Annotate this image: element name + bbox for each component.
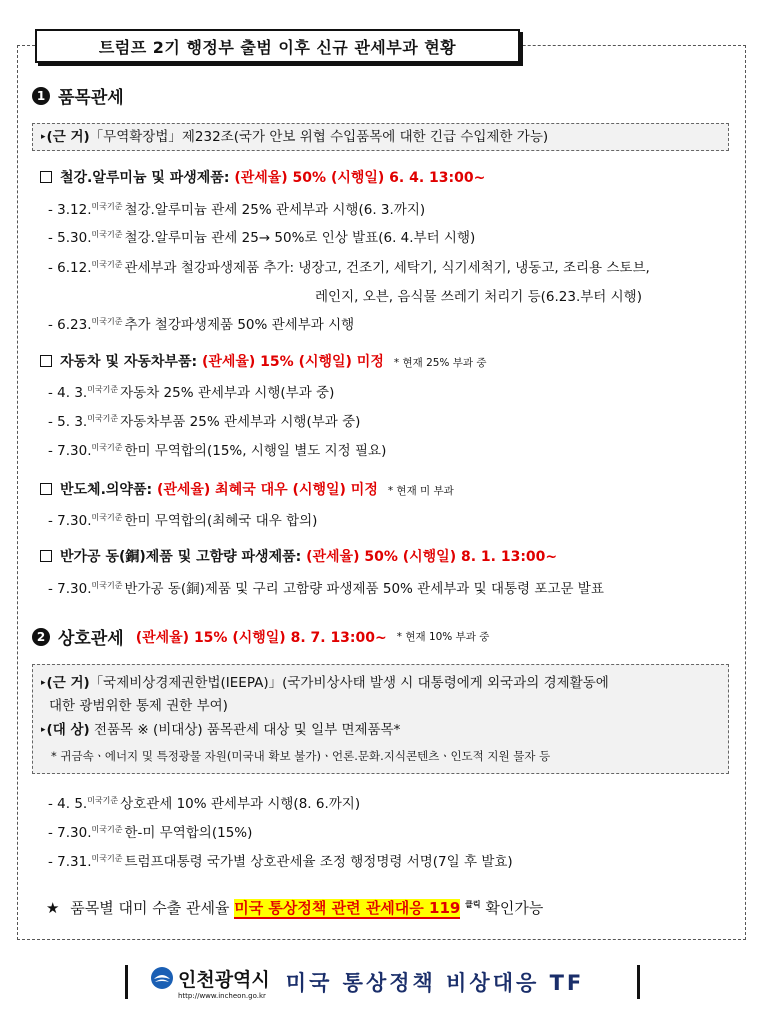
tariff-119-link[interactable]: 미국 통상정책 관련 관세대응 119 — [234, 899, 461, 917]
triangle-bullet-icon: ▸ — [41, 132, 46, 142]
list-item — [48, 226, 475, 246]
row-sup: 미국기준 — [91, 229, 123, 239]
item-status: (관세율) 15% (시행일) 미정 — [201, 354, 384, 370]
list-item — [48, 850, 513, 870]
row-sup: 미국기준 — [91, 316, 123, 326]
footer-right-bar — [637, 965, 640, 999]
section1-basis-box — [32, 123, 729, 151]
row-text: 추가 철강파생제품 50% 관세부과 시행 — [124, 317, 355, 333]
target-label: (대 상) — [46, 722, 90, 738]
row-text: 트럼프대통령 국가별 상호관세율 조정 행정명령 서명(7일 후 발효) — [124, 854, 513, 870]
row-text: 철강.알루미늄 관세 25→ 50%로 인상 발표(6. 4.부터 시행) — [124, 230, 476, 246]
row-text: 철강.알루미늄 관세 25% 관세부과 시행(6. 3.까지) — [124, 202, 426, 218]
target-note: * 귀금속ㆍ에너지 및 특정광물 자원(미국내 확보 불가)ㆍ언론.문화.지식콘텐츠ㆍ인도적 지원 물자 등 — [51, 749, 551, 763]
row-date: - 7.31. — [48, 854, 92, 870]
item-name: 철강.알루미늄 및 파생제품: — [60, 170, 230, 186]
section1-heading — [32, 83, 124, 108]
row-date: - 7.30. — [48, 581, 92, 597]
item-steel-heading — [40, 167, 485, 187]
footer-title: 미국 통상정책 비상대응 TF — [285, 971, 585, 995]
item-name: 자동차 및 자동차부품: — [60, 354, 198, 370]
row-date: - 7.30. — [48, 825, 92, 841]
row-sup: 미국기준 — [91, 853, 123, 863]
section1-number: 1 — [32, 87, 50, 105]
item-semiconductor-heading — [40, 479, 454, 499]
square-bullet-icon — [40, 483, 52, 495]
list-item — [48, 256, 650, 276]
triangle-bullet-icon: ▸ — [41, 725, 46, 735]
square-bullet-icon — [40, 550, 52, 562]
row-sup: 미국기준 — [91, 201, 123, 211]
row-date: - 5. 3. — [48, 414, 88, 430]
section2-basis-box — [32, 664, 729, 774]
row-sup: 미국기준 — [87, 384, 119, 394]
list-item — [48, 439, 386, 459]
list-item — [48, 198, 425, 218]
footnote-suffix: 확인가능 — [485, 899, 544, 917]
basis-label: (근 거) — [46, 129, 90, 145]
row-text: 자동차 25% 관세부과 시행(부과 중) — [120, 385, 335, 401]
footnote-prefix: 품목별 대미 수출 관세율 — [70, 899, 230, 917]
list-item-continued — [315, 285, 642, 305]
section2-number: 2 — [32, 628, 50, 646]
item-status: (관세율) 50% (시행일) 6. 4. 13:00~ — [234, 170, 486, 186]
section2-title: 상호관세 — [58, 629, 124, 649]
list-item — [48, 577, 604, 597]
item-name: 반가공 동(銅)제품 및 고함량 파생제품: — [60, 549, 302, 565]
row-date: - 6.12. — [48, 260, 92, 276]
page-title-text: 트럼프 2기 행정부 출범 이후 신규 관세부과 현황 — [98, 37, 457, 57]
row-text: 자동차부품 25% 관세부과 시행(부과 중) — [120, 414, 361, 430]
footer-left-bar — [125, 965, 128, 999]
item-auto-heading — [40, 351, 487, 371]
section2-heading — [32, 624, 489, 649]
item-copper-heading — [40, 546, 557, 566]
row-date: - 4. 5. — [48, 796, 88, 812]
square-bullet-icon — [40, 171, 52, 183]
row-text: 상호관세 10% 관세부과 시행(8. 6.까지) — [120, 796, 361, 812]
page-title — [35, 29, 520, 63]
row-text: 한미 무역합의(15%, 시행일 별도 지정 필요) — [124, 443, 387, 459]
list-item — [48, 821, 252, 841]
item-note: * 현재 미 부과 — [387, 485, 454, 497]
row-text: 한미 무역합의(최혜국 대우 합의) — [124, 513, 318, 529]
click-label[interactable]: 클릭 — [465, 900, 481, 909]
row-sup: 미국기준 — [91, 824, 123, 834]
logo-url: http://www.incheon.go.kr — [178, 991, 266, 1000]
row-sup: 미국기준 — [91, 442, 123, 452]
row-date: - 6.23. — [48, 317, 92, 333]
row-date: - 4. 3. — [48, 385, 88, 401]
row-sup: 미국기준 — [87, 413, 119, 423]
basis-text: 「무역확장법」제232조(국가 안보 위협 수입품목에 대한 긴급 수입제한 가능) — [89, 129, 549, 145]
basis-text-continued: 대한 광범위한 통제 권한 부여) — [49, 698, 228, 714]
section2-note: * 현재 10% 부과 중 — [396, 631, 490, 643]
row-text: 레인지, 오븐, 음식물 쓰레기 처리기 등(6.23.부터 시행) — [315, 289, 642, 305]
item-status: (관세율) 50% (시행일) 8. 1. 13:00~ — [306, 549, 558, 565]
list-item — [48, 509, 317, 529]
list-item — [48, 381, 334, 401]
logo-text: 인천광역시 — [178, 968, 270, 991]
target-text: 전품목 ※ (비대상) 품목관세 대상 및 일부 면제품목* — [93, 722, 401, 738]
row-sup: 미국기준 — [91, 259, 123, 269]
row-sup: 미국기준 — [87, 795, 119, 805]
footer — [125, 963, 640, 1001]
basis-text: 「국제비상경제권한법(IEEPA)」(국가비상사태 발생 시 대통령에게 외국과의 경제활동에 — [89, 675, 609, 691]
row-date: - 3.12. — [48, 202, 92, 218]
list-item — [48, 313, 354, 333]
square-bullet-icon — [40, 355, 52, 367]
triangle-bullet-icon: ▸ — [41, 678, 46, 688]
incheon-emblem-icon — [150, 966, 174, 990]
item-note: * 현재 25% 부과 중 — [393, 357, 487, 369]
row-text: 관세부과 철강파생제품 추가: 냉장고, 건조기, 세탁기, 식기세척기, 냉동고, 조리용 스토브, — [124, 260, 650, 276]
row-sup: 미국기준 — [91, 512, 123, 522]
row-text: 한-미 무역합의(15%) — [124, 825, 253, 841]
section1-title: 품목관세 — [58, 88, 124, 108]
row-date: - 5.30. — [48, 230, 92, 246]
row-date: - 7.30. — [48, 513, 92, 529]
section2-status: (관세율) 15% (시행일) 8. 7. 13:00~ — [135, 629, 387, 646]
footnote-line — [46, 897, 543, 918]
item-status: (관세율) 최혜국 대우 (시행일) 미정 — [156, 482, 378, 498]
star-icon: ★ — [46, 899, 60, 917]
incheon-logo — [150, 965, 270, 1000]
row-date: - 7.30. — [48, 443, 92, 459]
basis-label: (근 거) — [46, 675, 90, 691]
row-sup: 미국기준 — [91, 580, 123, 590]
item-name: 반도체.의약품: — [60, 482, 153, 498]
list-item — [48, 792, 360, 812]
row-text: 반가공 동(銅)제품 및 구리 고함량 파생제품 50% 관세부과 및 대통령 포고문 발표 — [124, 581, 604, 597]
list-item — [48, 410, 360, 430]
